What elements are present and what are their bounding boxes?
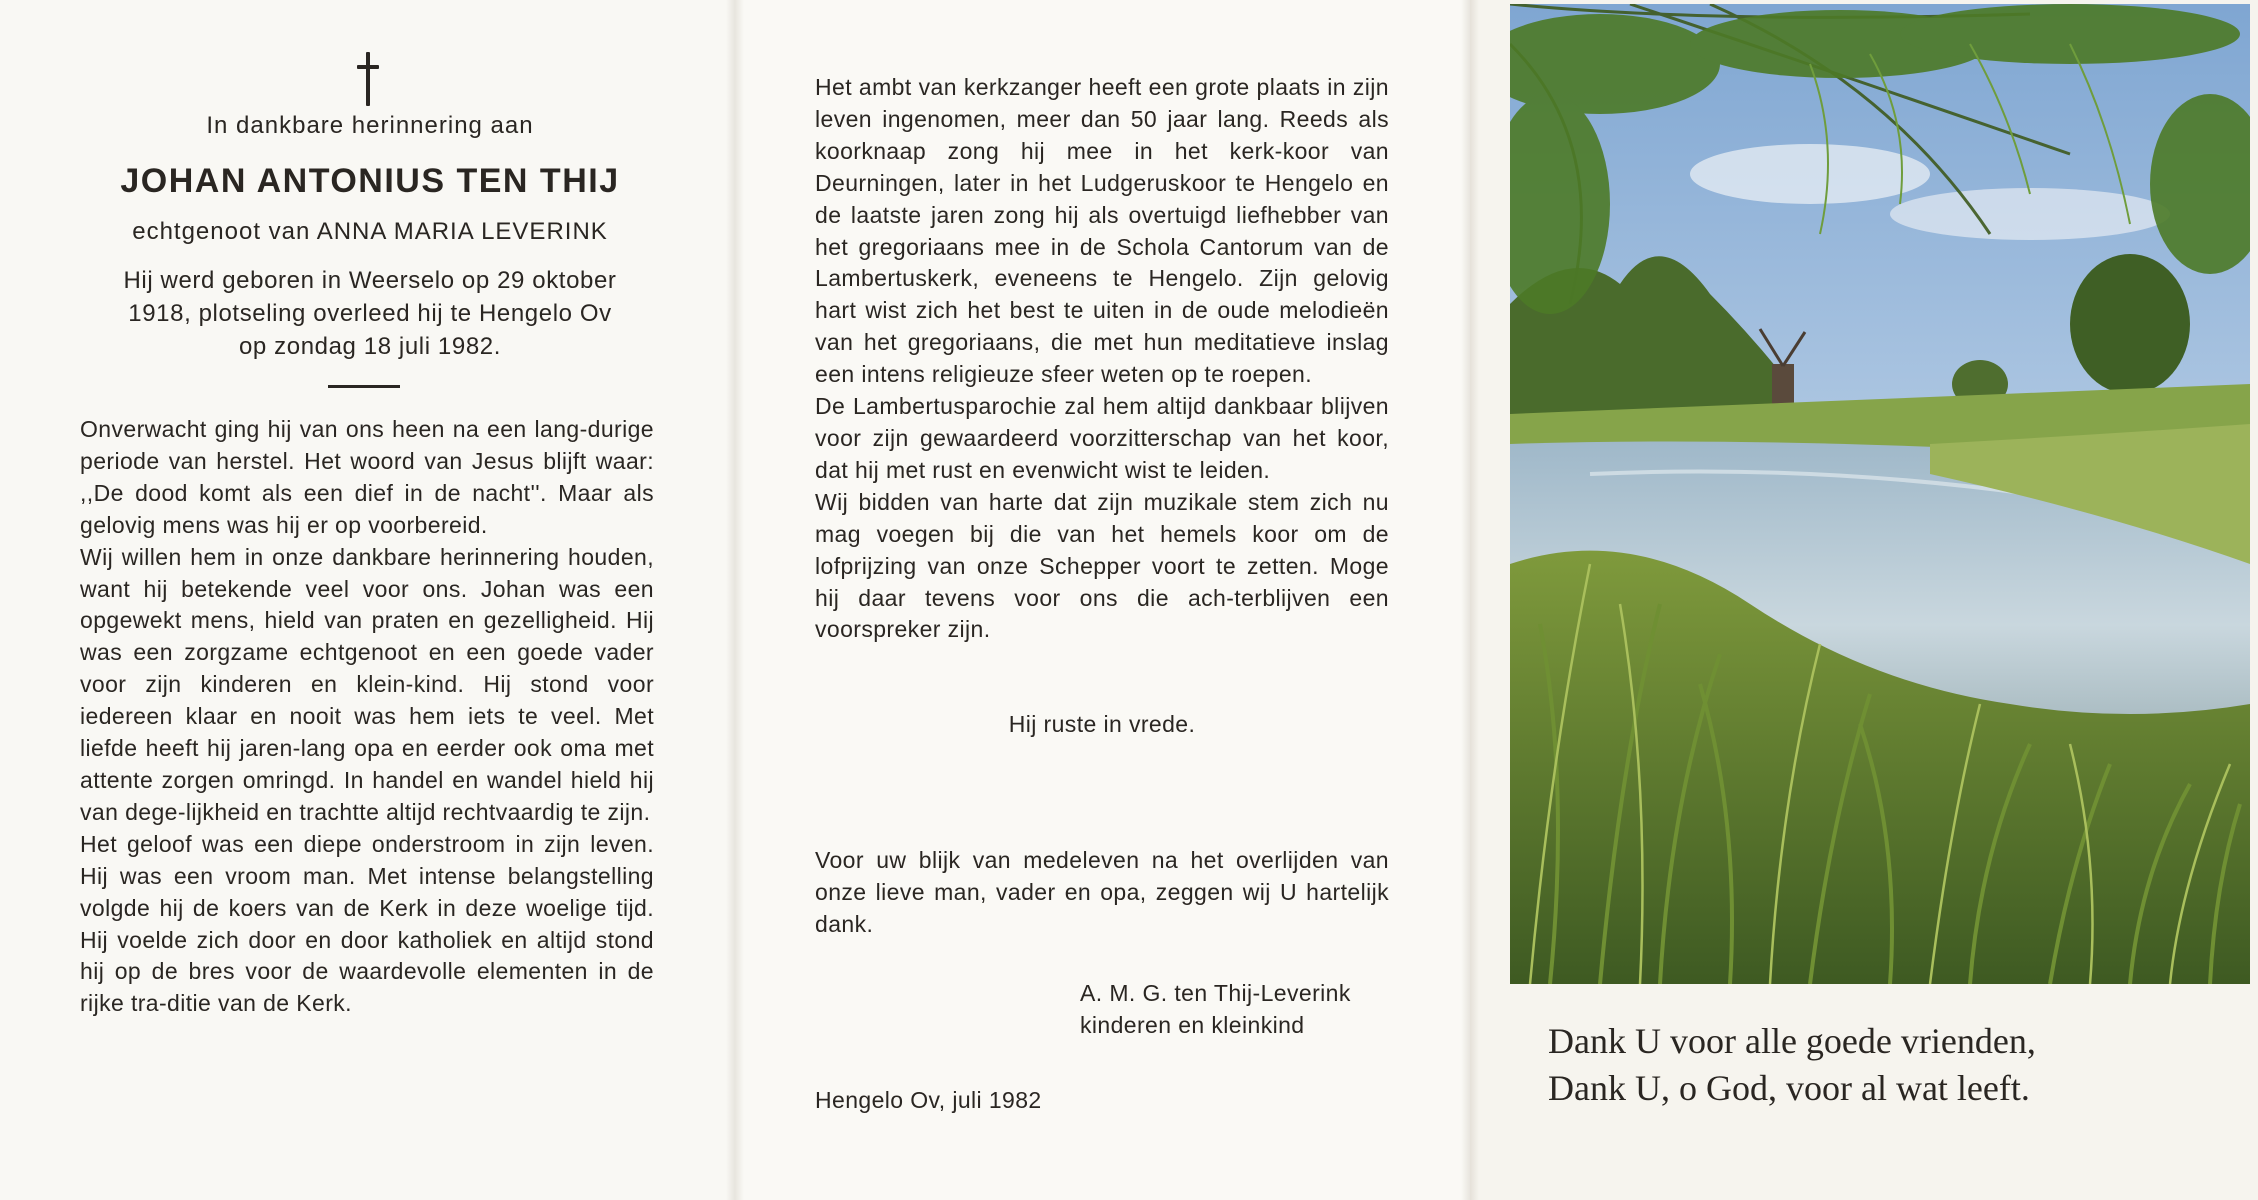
photo-caption [1548,1018,2238,1112]
birth-line: 1918, plotseling overleed hij te Hengelo Ov [128,300,612,327]
place-date: Hengelo Ov, juli 1982 [815,1087,1042,1113]
dedication-intro: In dankbare herinnering aan [206,112,534,139]
paragraph: Onverwacht ging hij van ons heen na een lang-durige periode van herstel. Het woord van Jesus blijft waar: ,,De dood komt als een dief in de nacht''. Maar als gelovig mens was hij er op voorbereid. [80,416,654,538]
birth-death-info [100,264,640,363]
birth-line: Hij werd geboren in Weerselo op 29 oktober [123,267,617,294]
rest-in-peace: Hij ruste in vrede. [1008,711,1196,737]
deceased-name: JOHAN ANTONIUS TEN THIJ [120,162,620,200]
card-fold [726,0,744,1200]
paragraph: Het geloof was een diepe onderstroom in zijn leven. Hij was een vroom man. Met intense belangstelling volgde hij de koers van de Kerk in deze woelige tijd. Hij voelde zich door en door katholiek en altijd stond hij op de bres voor de waardevolle elementen in de rijke tra-ditie van de Kerk. [80,830,654,1017]
signature [1080,978,1420,1042]
paragraph: Wij bidden van harte dat zijn muzikale stem zich nu mag voegen bij die van het hemels koor om de lofprijzing van onze Schepper voort te zetten. Moge hij daar tevens voor ons die ach-terblijven een voorspreker zijn. [815,488,1389,643]
caption-line: Dank U voor alle goede vrienden, [1548,1021,2036,1061]
middle-body-text [815,72,1389,646]
paragraph: Het ambt van kerkzanger heeft een grote plaats in zijn leven ingenomen, meer dan 50 jaar lang. Reeds als koorknaap zong hij mee in het kerk-koor van Deurningen, later in het Ludgeruskoor te Hengelo en de laatste jaren zong hij als overtuigd liefhebber van het gregoriaans mee in de Schola Cantorum van de Lambertuskerk, eveneens te Hengelo. Zijn gelovig hart wist zich het best te uiten in de oude melodieën van het gregoriaans, die met hun meditatieve inslag een intens religieuze sfeer weten op te roepen. [815,74,1389,388]
thanks-text: Voor uw blijk van medeleven na het overlijden van onze lieve man, vader en opa, zeggen wij U hartelijk dank. [815,847,1389,937]
spouse-line: echtgenoot van ANNA MARIA LEVERINK [132,218,608,245]
paragraph: De Lambertusparochie zal hem altijd dankbaar blijven voor zijn gewaardeerd voorzitterschap van het koor, dat hij met rust en evenwicht wist te leiden. [815,393,1389,483]
birth-line: op zondag 18 juli 1982. [238,333,501,360]
landscape-photo [1510,4,2250,984]
signature-line: kinderen en kleinkind [1080,1011,1305,1038]
card-fold [1461,0,1479,1200]
left-body-text [80,414,654,1020]
signature-line: A. M. G. ten Thij-Leverink [1080,980,1351,1006]
cross-icon [354,52,382,108]
divider [328,385,400,388]
caption-line: Dank U, o God, voor al wat leeft. [1548,1068,2030,1108]
paragraph: Wij willen hem in onze dankbare herinnering houden, want hij betekende veel voor ons. Johan was een opgewekt mens, hield van praten en gezelligheid. Hij was een zorgzame echtgenoot en een goede vader voor zijn kinderen en klein-kind. Hij stond voor iedereen klaar en nooit was hem iets te veel. Met liefde heeft hij jaren-lang opa en eerder ook oma met attente zorgen omringd. In handel en wandel hield hij van dege-lijkheid en trachtte altijd rechtvaardig te zijn. [80,543,654,825]
